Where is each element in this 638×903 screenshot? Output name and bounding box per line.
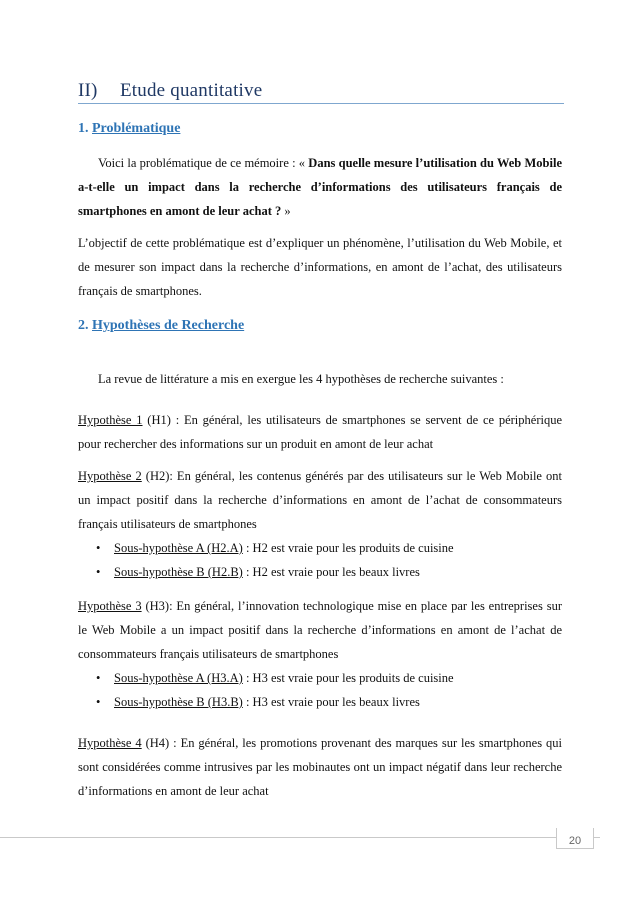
hypothesis-text: (H1) : En général, les utilisateurs de smartphones se servent de ce périphérique pour rechercher des informations sur un produit en amont de leur achat: [78, 413, 562, 451]
sub-hypothesis-h2a: [96, 536, 454, 560]
bullet-icon: •: [96, 541, 101, 555]
bullet-icon: •: [96, 695, 101, 709]
bullet-icon: •: [96, 565, 101, 579]
hypothesis-label: Hypothèse 3: [78, 599, 142, 613]
hypotheses-intro: La revue de littérature a mis en exergue les 4 hypothèses de recherche suivantes :: [98, 372, 504, 386]
hypothesis-3: [78, 594, 562, 666]
section-title: Hypothèses de Recherche: [92, 318, 245, 333]
objective-paragraph: L’objectif de cette problématique est d’expliquer un phénomène, l’utilisation du Web Mobile, et de mesurer son impact dans la recherche d’informations, en amont de l’achat, des utilisateurs français de smartphones.: [78, 236, 562, 298]
sub-hypothesis-text: : H2 est vraie pour les produits de cuisine: [242, 541, 454, 555]
sub-hypothesis-h3a: [96, 666, 454, 690]
problematique-intro: Voici la problématique de ce mémoire : «: [98, 156, 309, 170]
sub-hypothesis-label: Sous-hypothèse A (H2.A): [114, 541, 243, 555]
section-number: 2.: [78, 318, 89, 333]
sub-hypothesis-h2b: [96, 560, 420, 584]
bullet-icon: •: [96, 671, 101, 685]
hypothesis-text: (H4) : En général, les promotions provenant des marques sur les smartphones qui sont considérées comme intrusives par les mobinautes ont un impact négatif dans leur recherche d’informations en amont de leur achat: [78, 736, 562, 798]
section-heading-hypotheses: [78, 318, 244, 334]
footer-divider: [0, 837, 600, 838]
sub-hypothesis-h3b: [96, 690, 420, 714]
problematique-question: Dans quelle mesure l’utilisation du Web Mobile a-t-elle un impact dans la recherche d’informations des utilisateurs français de smartphones en amont de leur achat ?: [78, 156, 562, 218]
sub-hypothesis-label: Sous-hypothèse B (H2.B): [114, 565, 243, 579]
section-heading-problematique: [78, 121, 180, 137]
hypothesis-label: Hypothèse 1: [78, 413, 143, 427]
sub-hypothesis-text: : H3 est vraie pour les produits de cuisine: [242, 671, 454, 685]
section-title: Problématique: [92, 121, 181, 136]
sub-hypothesis-text: : H3 est vraie pour les beaux livres: [242, 695, 420, 709]
hypothesis-label: Hypothèse 4: [78, 736, 142, 750]
hypothesis-1: [78, 408, 562, 456]
chapter-divider: [78, 103, 564, 104]
sub-hypothesis-label: Sous-hypothèse A (H3.A): [114, 671, 243, 685]
hypothesis-label: Hypothèse 2: [78, 469, 142, 483]
hypothesis-text: (H2): En général, les contenus générés par des utilisateurs sur le Web Mobile ont un impact positif dans la recherche d’informations en amont de l’achat de consommateurs français utilisateurs de smartphones: [78, 469, 562, 531]
chapter-title-text: Etude quantitative: [120, 80, 263, 101]
hypothesis-text: (H3): En général, l’innovation technologique mise en place par les entreprises sur le Web Mobile a un impact positif dans la recherche d’informations en amont de l’achat de consommateurs français utilisateurs de smartphones: [78, 599, 562, 661]
problematique-close-quote: »: [281, 204, 291, 218]
problematique-paragraph: [78, 151, 562, 223]
hypothesis-4: [78, 731, 562, 803]
chapter-number: II): [78, 80, 98, 101]
sub-hypothesis-text: : H2 est vraie pour les beaux livres: [242, 565, 420, 579]
section-number: 1.: [78, 121, 89, 136]
chapter-title: [78, 80, 262, 102]
hypothesis-2: [78, 464, 562, 536]
page-number: 20: [556, 828, 594, 849]
sub-hypothesis-label: Sous-hypothèse B (H3.B): [114, 695, 243, 709]
